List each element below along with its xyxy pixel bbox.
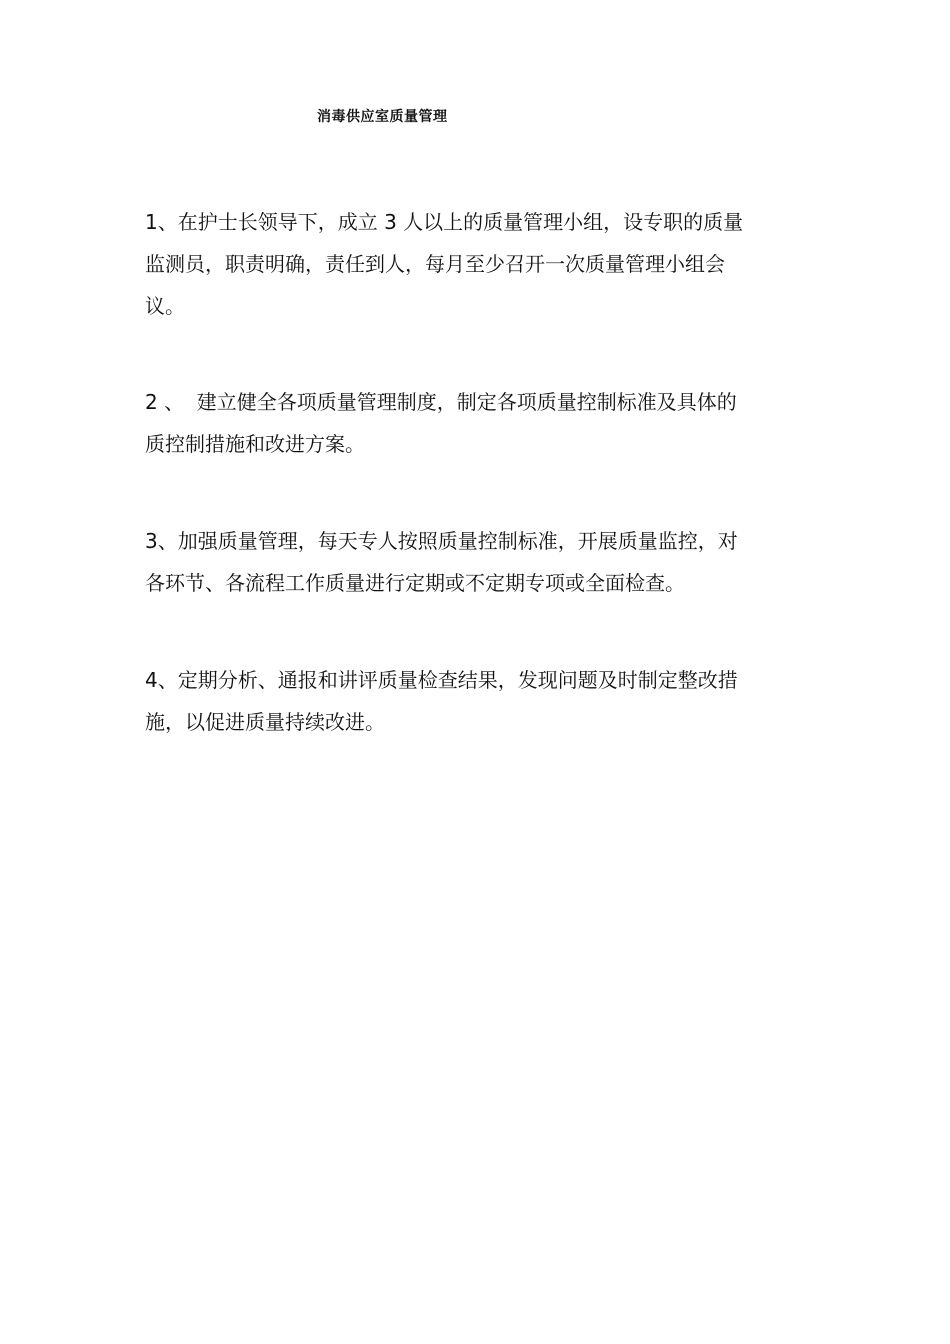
paragraph-2 bbox=[145, 381, 825, 465]
paragraph-line: 各环节、各流程工作质量进行定期或不定期专项或全面检查。 bbox=[145, 571, 685, 595]
paragraph-line: 2 、 建立健全各项质量管理制度，制定各项质量控制标准及具体的 bbox=[145, 390, 737, 414]
paragraph-line: 质控制措施和改进方案。 bbox=[145, 432, 365, 456]
document-title: 消毒供应室质量管理 bbox=[317, 109, 448, 125]
paragraph-line: 3、加强质量管理，每天专人按照质量控制标准，开展质量监控，对 bbox=[145, 529, 738, 553]
paragraph-line: 4、定期分析、通报和讲评质量检查结果，发现问题及时制定整改措 bbox=[145, 668, 738, 692]
paragraph-line: 监测员，职责明确，责任到人，每月至少召开一次质量管理小组会 bbox=[145, 252, 725, 276]
paragraph-3 bbox=[145, 520, 825, 604]
paragraph-line: 议。 bbox=[145, 294, 185, 318]
paragraph-line: 1、在护士长领导下，成立 3 人以上的质量管理小组，设专职的质量 bbox=[145, 210, 744, 234]
paragraph-1 bbox=[145, 201, 825, 327]
paragraph-line: 施，以促进质量持续改进。 bbox=[145, 710, 385, 734]
paragraph-4 bbox=[145, 659, 825, 743]
